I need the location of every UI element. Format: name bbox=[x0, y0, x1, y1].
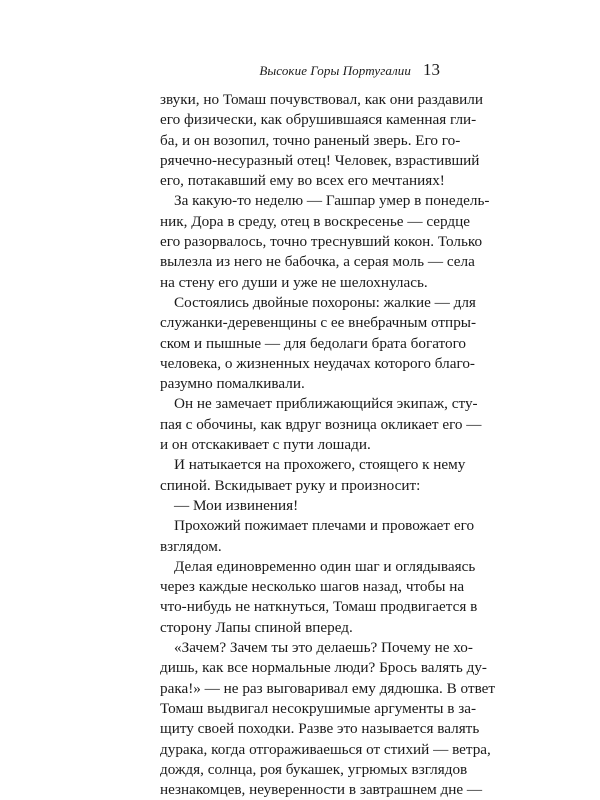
text-line: вылезла из него не бабочка, а серая моль — села bbox=[160, 253, 475, 271]
text-line: звуки, но Томаш почувствовал, как они раздавили bbox=[160, 91, 483, 108]
text-line: его разорвалось, точно треснувший кокон. Только bbox=[160, 233, 483, 251]
text-line: что-нибудь не наткнуться, Томаш продвигается в bbox=[160, 598, 478, 616]
text-line: через каждые несколько шагов назад, чтобы на bbox=[160, 578, 465, 596]
text-line: Прохожий пожимает плечами и провожает его bbox=[174, 517, 475, 535]
text-line: незнакомцев, неуверенности в завтрашнем дне — bbox=[160, 781, 483, 799]
text-line: и он отскакивает с пути лошади. bbox=[160, 436, 371, 454]
text-line: ник, Дора в среду, отец в воскресенье — сердце bbox=[160, 212, 470, 230]
text-line: служанки-деревенщины с ее внебрачным отпры- bbox=[160, 314, 477, 332]
text-line: сторону Лапы спиной вперед. bbox=[160, 618, 353, 636]
text-line: рака!» — не раз выговаривал ему дядюшка. В ответ bbox=[160, 679, 496, 697]
text-line: Состоялись двойные похороны: жалкие — для bbox=[174, 293, 476, 311]
text-line: Томаш выдвигал несокрушимые аргументы в за- bbox=[160, 699, 477, 717]
text-line: И натыкается на прохожего, стоящего к нему bbox=[174, 456, 466, 474]
book-title: Высокие Горы Португалии bbox=[259, 63, 411, 78]
text-line: За какую-то неделю — Гашпар умер в понедель- bbox=[174, 192, 490, 210]
body-text bbox=[160, 90, 496, 800]
text-line: дождя, солнца, роя букашек, угрюмых взглядов bbox=[160, 760, 468, 778]
text-line: Он не замечает приближающийся экипаж, сту- bbox=[174, 395, 478, 413]
text-line: Делая единовременно один шаг и оглядываясь bbox=[174, 557, 476, 575]
text-line: человека, о жизненных неудачах которого благо- bbox=[160, 354, 475, 372]
text-line: пая с обочины, как вдруг возница окликает его — bbox=[160, 415, 482, 433]
text-line: спиной. Вскидывает руку и произносит: bbox=[160, 476, 421, 494]
text-line: его, потакавший ему во всех его мечтаниях! bbox=[160, 172, 445, 190]
text-line: на стену его души и уже не шелохнулась. bbox=[160, 273, 428, 291]
text-line: дурака, когда отгораживаешься от стихий — ветра, bbox=[160, 740, 491, 758]
text-line: разумно помалкивали. bbox=[160, 375, 305, 393]
text-line: «Зачем? Зачем ты это делаешь? Почему не хо- bbox=[174, 639, 473, 657]
text-line: его физически, как обрушившаяся каменная гли- bbox=[160, 111, 477, 129]
page-number: 13 bbox=[423, 60, 440, 79]
text-line: — Мои извинения! bbox=[174, 496, 299, 514]
text-line: дишь, как все нормальные люди? Брось валять ду- bbox=[160, 659, 487, 677]
running-header bbox=[259, 60, 440, 80]
text-line: ба, и он возопил, точно раненый зверь. Его го- bbox=[160, 131, 461, 149]
text-line: ском и пышные — для бедолаги брата богатого bbox=[160, 334, 467, 352]
text-line: взглядом. bbox=[160, 537, 222, 555]
text-line: рячечно-несуразный отец! Человек, взрастивший bbox=[160, 151, 480, 169]
text-line: щиту своей походки. Разве это называется валять bbox=[160, 720, 480, 738]
